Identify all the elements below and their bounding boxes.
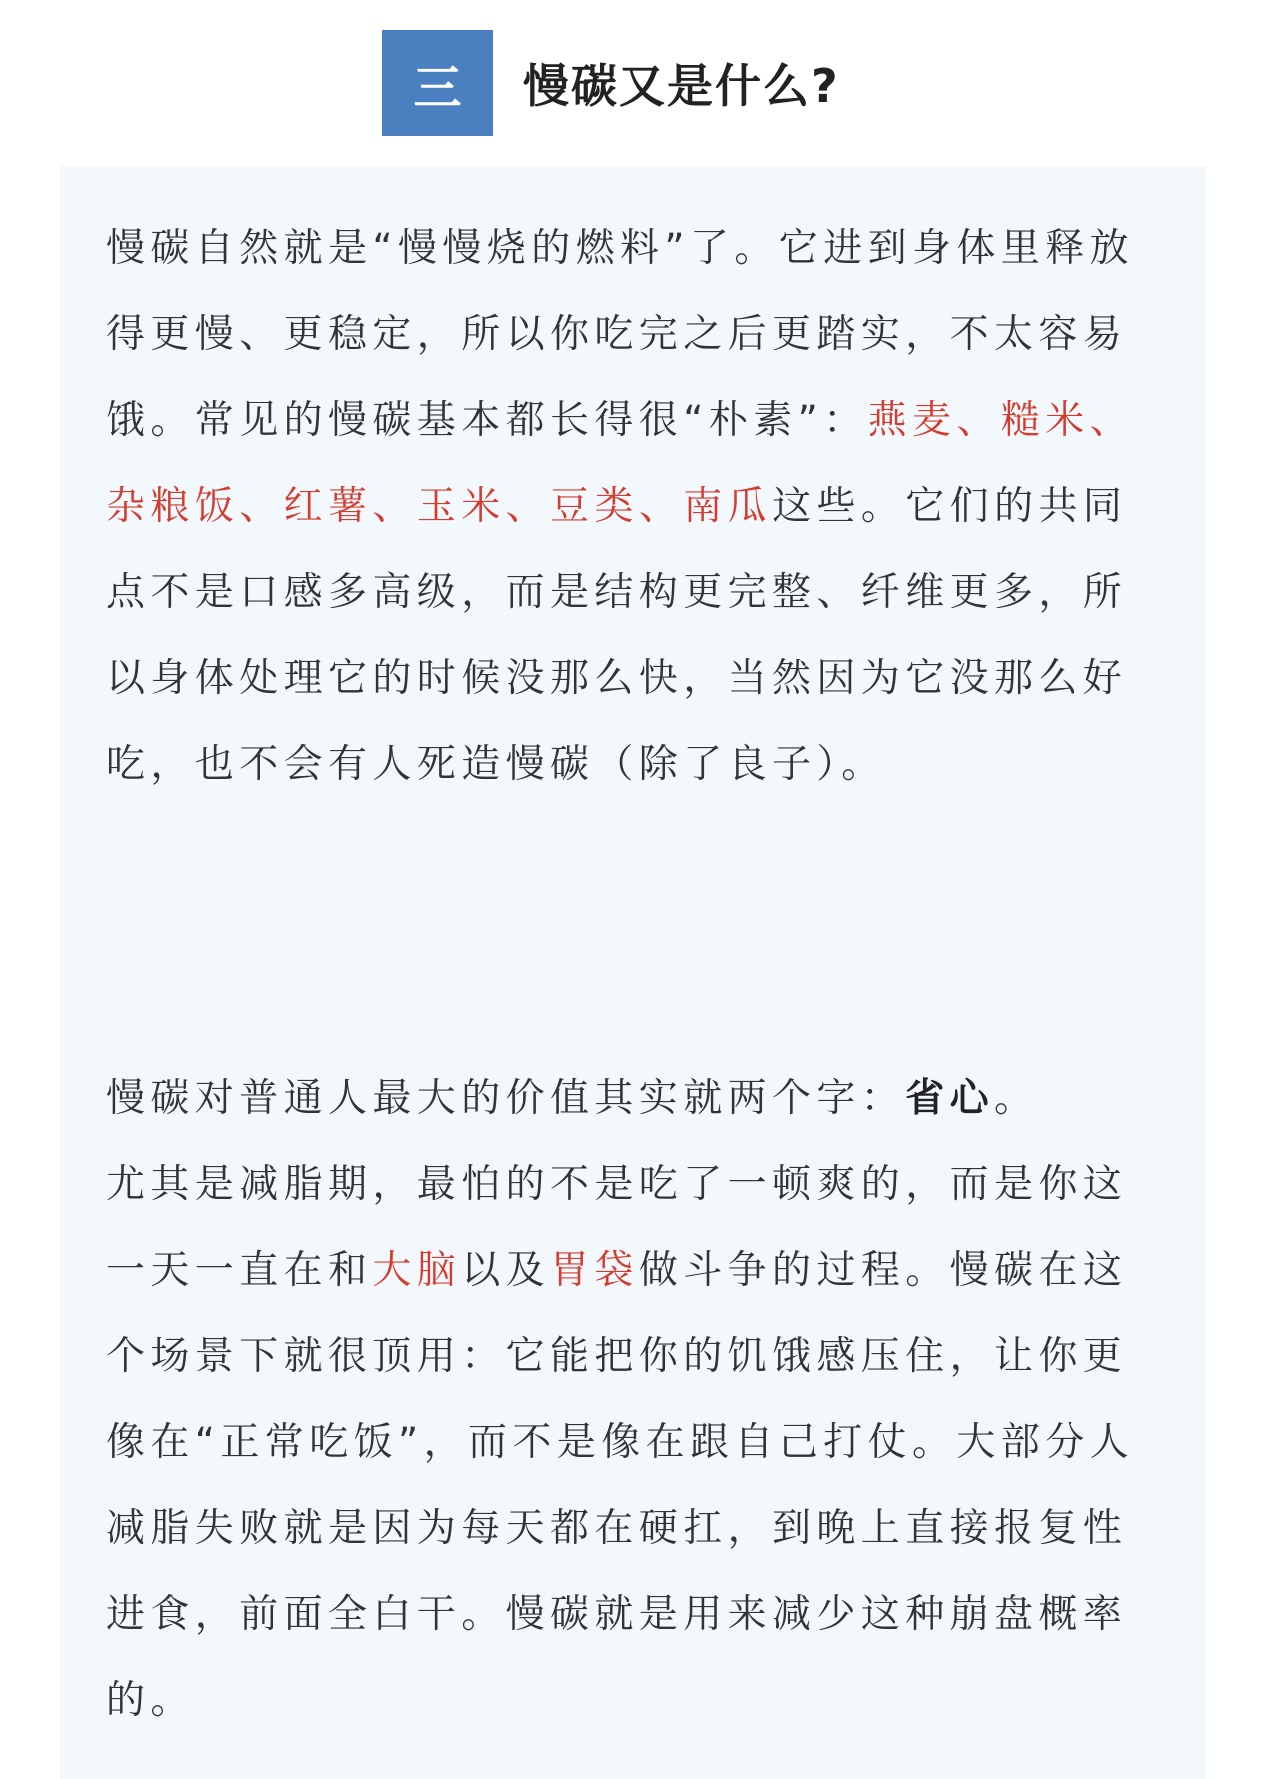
food-separator: 、 [956,398,1001,443]
food-item: 南瓜 [683,484,773,529]
paragraph-2-text-a: 尤其是减脂期，最怕的不是吃了一顿爽的，而是你这一天一直在和 [106,1162,1128,1293]
key-word-bold: 省心 [905,1076,995,1121]
paragraph-2-lead-end: 。 [994,1076,1039,1121]
paragraph-2 [106,1056,1166,1744]
food-item: 杂粮饭 [106,484,240,529]
food-item: 玉米 [416,484,506,529]
food-separator: 、 [1089,398,1135,443]
section-title: 慢碳又是什么? [523,59,840,113]
food-separator: 、 [505,484,551,529]
food-separator: 、 [239,484,284,529]
highlight-stomach: 胃袋 [550,1248,639,1293]
food-item: 燕麦 [867,398,957,443]
content-card [60,166,1206,1779]
food-separator: 、 [638,484,684,529]
paragraph-2-lead: 慢碳对普通人最大的价值其实就两个字： [106,1076,906,1121]
paragraph-1-text-a: 慢碳自然就是“慢慢烧的燃料”了。它进到身体里释放得更慢、更稳定，所以你吃完之后更踏实，不太容易饿。常见的慢碳基本都长得很“朴素”： [106,226,1135,443]
section-number-badge: 三 [382,30,493,136]
food-item: 糙米 [1000,398,1090,443]
food-item: 豆类 [550,484,639,529]
section-header [382,30,840,136]
highlight-brain: 大脑 [372,1248,462,1293]
paragraph-2-text-b: 以及 [461,1248,551,1293]
food-item: 红薯 [283,484,373,529]
paragraph-1-text-b: 这些。它们的共同点不是口感多高级，而是结构更完整、纤维更多，所以身体处理它的时候没那么快，当然因为它没那么好吃，也不会有人死造慢碳（除了良子）。 [106,484,1128,787]
food-separator: 、 [372,484,417,529]
paragraph-2-text-c: 做斗争的过程。慢碳在这个场景下就很顶用：它能把你的饥饿感压住，让你更像在“正常吃饭”，而不是像在跟自己打仗。大部分人减脂失败就是因为每天都在硬扛，到晚上直接报复性进食，前面全白干。慢碳就是用来减少这种崩盘概率的。 [106,1248,1135,1723]
paragraph-1 [106,206,1166,808]
